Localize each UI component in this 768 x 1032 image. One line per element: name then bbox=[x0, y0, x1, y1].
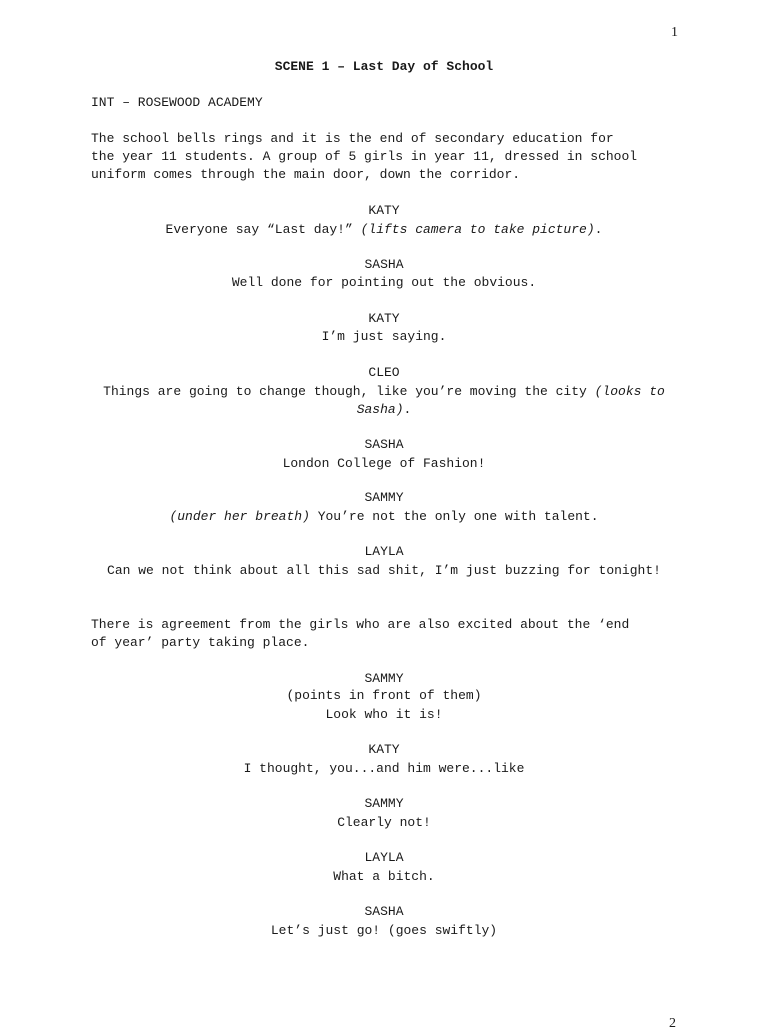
next-page-number: 2 bbox=[669, 1016, 676, 1031]
dialogue-text: Everyone say “Last day!” bbox=[165, 222, 361, 237]
dialogue-line: Look who it is! bbox=[325, 707, 443, 722]
parenthetical: (looks to Sasha) bbox=[356, 384, 665, 417]
page-number: 1 bbox=[671, 25, 678, 40]
character-name: KATY bbox=[368, 311, 400, 326]
stage-direction: (points in front of them) bbox=[286, 688, 482, 703]
dialogue-line bbox=[96, 508, 672, 526]
dialogue-line: London College of Fashion! bbox=[282, 456, 486, 471]
dialogue-line bbox=[96, 383, 672, 419]
dialogue-line: Let’s just go! (goes swiftly) bbox=[270, 923, 498, 938]
dialogue-line bbox=[96, 221, 672, 239]
dialogue-line: Clearly not! bbox=[337, 815, 431, 830]
character-name: SAMMY bbox=[364, 796, 404, 811]
character-name: KATY bbox=[368, 742, 400, 757]
character-name: CLEO bbox=[368, 365, 400, 380]
dialogue-line: I’m just saying. bbox=[321, 329, 447, 344]
dialogue-text: . bbox=[594, 222, 603, 237]
dialogue-line: Well done for pointing out the obvious. bbox=[231, 275, 537, 290]
dialogue-text: Things are going to change though, like you’re moving the city bbox=[103, 384, 595, 399]
slugline: INT – ROSEWOOD ACADEMY bbox=[91, 95, 263, 110]
character-name: SAMMY bbox=[364, 490, 404, 505]
character-name: LAYLA bbox=[364, 850, 404, 865]
character-name: LAYLA bbox=[364, 544, 404, 559]
character-name: KATY bbox=[368, 203, 400, 218]
action-paragraph: The school bells rings and it is the end of secondary education for the year 11 students. A group of 5 girls in year 11, dressed in school uniform comes through the main door, down the corridor. bbox=[91, 131, 638, 182]
character-name: SASHA bbox=[364, 904, 404, 919]
scene-title: SCENE 1 – Last Day of School bbox=[274, 59, 494, 74]
character-name: SAMMY bbox=[364, 671, 404, 686]
dialogue-line: I thought, you...and him were...like bbox=[243, 761, 525, 776]
dialogue-line: What a bitch. bbox=[333, 869, 435, 884]
parenthetical: (under her breath) bbox=[169, 509, 310, 524]
character-name: SASHA bbox=[364, 257, 404, 272]
action-paragraph: There is agreement from the girls who are also excited about the ‘end of year’ party taking place. bbox=[91, 617, 630, 650]
dialogue-text: . bbox=[403, 402, 412, 417]
character-name: SASHA bbox=[364, 437, 404, 452]
dialogue-line: Can we not think about all this sad shit, I’m just buzzing for tonight! bbox=[107, 563, 661, 578]
parenthetical: (lifts camera to take picture) bbox=[360, 222, 595, 237]
dialogue-text: You’re not the only one with talent. bbox=[309, 509, 599, 524]
